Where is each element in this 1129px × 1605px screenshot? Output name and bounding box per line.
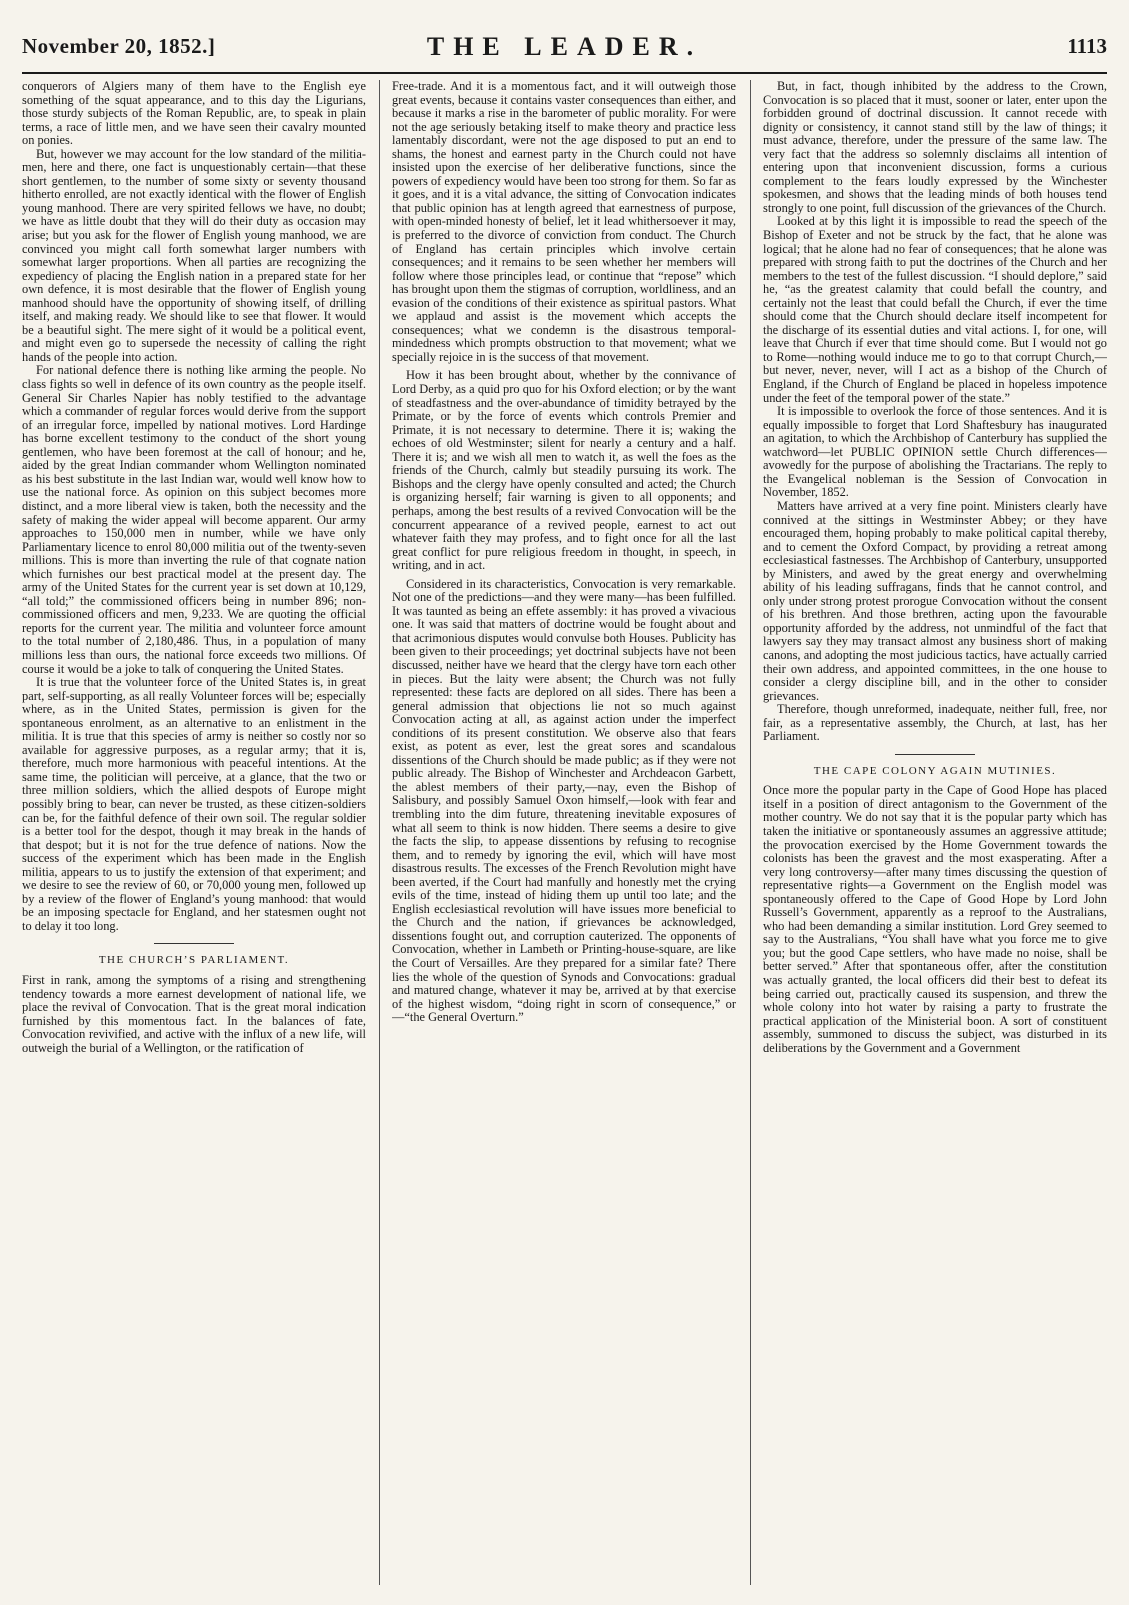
newspaper-title: THE LEADER. bbox=[426, 32, 703, 61]
paragraph: It is impossible to overlook the force of those sentences. And it is equally impossible to forget that Lord Shaftesbury has inaugurated an agitation, to which the Archbishop of Canterbury has supplied the watchword—let PUBLIC OPINION settle Church differences—avowedly for the purpose of abolishing the Tractarians. The reply to the Evangelical nobleman is the Session of Convocation in November, 1852. bbox=[763, 404, 1107, 500]
issue-date: November 20, 1852.] bbox=[22, 34, 216, 58]
paragraph: But, in fact, though inhibited by the address to the Crown, Convocation is so placed that it must, sooner or later, enter upon the forbidden ground of doctrinal discussion. It cannot recede with dignity or consistency, it cannot stand still by the law of things; it must advance, therefore, under the pressure of the same law. The very fact that the address so solemnly disclaims all intention of entering upon that inconvenient discussion, forms a curious complement to the fears loudly expressed by the Winchester spokesmen, and shows that the leading minds of both houses tend strongly to one point, full discussion of the grievances of the Church. bbox=[763, 80, 1107, 215]
section-divider bbox=[895, 754, 975, 755]
paragraph: For national defence there is nothing like arming the people. No class fights so well in defence of its own country as the people itself. General Sir Charles Napier has nobly testified to the advantage which a commander of regular forces would derive from the support of an irregular force, impelled by national motives. Lord Hardinge has borne excellent testimony to the conduct of the short young gentlemen, who have been foremost at the call of honour; and he, aided by the great Indian commander whom Wellington nominated as his best substitute in the last Indian war, would well know how to use the national force. As opinion on this subject becomes more distinct, and a more liberal view is taken, both the necessity and the safety of making the wider appeal will become apparent. Our army approaches to 150,000 men in number, while we have only Parliamentary licence to enrol 80,000 militia out of the twenty-seven millions. This is more than inverting the rule of that cognate nation which furnishes our best practical model at the present day. The army of the United States for the current year is set down at 10,129, “all told;” the commissioned officers being in number 896; non-commissioned officers and men, 9,233. We are quoting the official reports for the current year. The militia and volunteer force amount to the total number of 2,180,486. Thus, in a population of many millions less than ours, the national force exceeds two millions. Of course it would be a joke to talk of conquering the United States. bbox=[22, 363, 366, 676]
paragraph: conquerors of Algiers many of them have to the English eye something of the squat appearance, and to this day the Ligurians, those sturdy subjects of the Roman Republic, are, to speak in plain terms, a race of little men, and we have seen their cavalry mounted on ponies. bbox=[22, 80, 366, 148]
paragraph: How it has been brought about, whether by the connivance of Lord Derby, as a quid pro quo for his Oxford election; or by the want of steadfastness and the over-abundance of timidity betrayed by the Primate, or by the force of events which controls Premier and Primate, it is not necessary to determine. There it is; waking the echoes of old Westminster; silent for nearly a century and a half. There it is; and we wish all men to watch it, as well the foes as the friends of the Church, calmly but steadily pursuing its work. The Bishops and the clergy have openly consulted and acted; the Church is organizing herself; fair warning is given to all opponents; and perhaps, among the best results of a revived Convocation will be the concurrent appearance of a revived people, earnest to act out whatever faith they may profess, and to fight once for all the last great conflict for pure religious freedom in thought, in speech, in writing, and in act. bbox=[392, 368, 736, 573]
paragraph: But, however we may account for the low standard of the militia-men, here and there, one fact is unquestionably certain—that these short gentlemen, to the number of some sixty or seventy thousand hitherto enrolled, are not exactly identical with the flower of English young manhood. There are very spirited fellows we have, no doubt; we have as little doubt that they will do their duty as occasion may arise; but you ask for the flower of English young manhood, we are convinced you might call forth somewhat larger numbers with somewhat larger proportions. When all parties are recognizing the expediency of placing the English nation in a prepared state for her own defence, it is most desirable that the flower of English young manhood should have the opportunity of showing itself, of drilling itself, and making ready. We should like to see that flower. It would be a beautiful sight. The mere sight of it would be a political event, and might even go to supersede the necessity of calling the right hands of the people into action. bbox=[22, 146, 366, 364]
column-3 bbox=[763, 80, 1107, 1585]
column-2 bbox=[392, 80, 736, 1585]
masthead bbox=[22, 30, 1107, 74]
paragraph: It is true that the volunteer force of the United States is, in great part, self-supporting, as all really Volunteer forces will be; especially where, as in the United States, permission is given for the spontaneous enrolment, as an alternative to an enlistment in the militia. It is true that this species of army is neither so costly nor so available for aggressive purposes, as a regular army; that it is, therefore, much more harmonious with peaceful intentions. At the same time, the politician will perceive, at a glance, that the two or three million soldiers, which the allied despots of Europe might possibly bring to bear, can never be trusted, as these citizen-soldiers can be, for the faithful defence of their own soil. The regular soldier is a better tool for the despot, though it may break in the hands of that despot; but it is not for the true defence of nations. Now the success of the experiment which has been made in the English militia, appears to us to justify the extension of that experiment; and we desire to see the review of 60, or 70,000 young men, followed up by a review of the flower of England’s young manhood: that would be an imposing spectacle for England, and her statesmen ought not to delay it too long. bbox=[22, 675, 366, 933]
paragraph: Free-trade. And it is a momentous fact, and it will outweigh those great events, because it contains vaster consequences than either, and because it marks a rise in the barometer of public morality. For were not the age seriously betaking itself to make theory and practice less lamentably discordant, were not the age disposed to put an end to shams, the honest and earnest party in the Church could not have insisted upon the exercise of her deliberative functions, since the powers of expediency would have been too strong for them. So far as it goes, and it is a vital advance, the sitting of Convocation indicates that public opinion has at length agreed that earnestness of purpose, with open-minded honesty of belief, let it lead whithersoever it may, is preferred to the divorce of conviction from conduct. The Church of England has certain principles which involve certain consequences; and it remains to be seen whether her members will follow where those principles lead, or continue that “repose” which has brought upon them the stigmas of corruption, worldliness, and an evasion of the conditions of their existence as spiritual pastors. What we applaud and assist is the movement which accepts the consequences; what we condemn is the disastrous temporal-mindedness which prompts obstruction to that movement; what we specially rejoice in is the success of that movement. bbox=[392, 80, 736, 364]
article-columns bbox=[22, 80, 1107, 1585]
column-rule bbox=[379, 80, 380, 1585]
newspaper-page bbox=[22, 30, 1107, 1590]
paragraph: Considered in its characteristics, Convocation is very remarkable. Not one of the predictions—and they were many—has been fulfilled. It was taunted as being an effete assembly: it has proved a vivacious one. It was said that matters of doctrine would be fought about and that acrimonious disputes would convulse both Houses. Publicity has been given to their proceedings; yet doctrinal subjects have not been discussed, neither have we heard that the clergy have torn each other in pieces. But the laity were absent; the Church was not fully represented: these facts are deplored on all sides. There has been a general admission that objections lie not so much against Convocation acting at all, as against action under the imperfect conditions of its present constitution. We observe also that fears exist, as potent as ever, lest the great sores and scandalous dissentions of the Church should be made public; as if they were not public already. The Bishop of Winchester and Archdeacon Garbett, the ablest members of their party,—nay, even the Bishop of Salisbury, and possibly Samuel Oxon himself,—look with fear and trembling into the dim future, threatening inevitable exposures of what all seem to think is now hidden. There seems a desire to give the facts the slip, to appease dissentions by refusing to recognise them, and to remedy by ignoring the evil, which will have most disastrous results. The excesses of the French Revolution might have been averted, if the Court had manfully and honestly met the crying evils of the time, instead of hiding them up until too late; and the English ecclesiastical revolution will have issues more beneficial to the Church and the nation, if grievances be acknowledged, dissentions fought out, and corruption cauterized. The opponents of Convocation, whether in Lambeth or Printing-house-square, are like the Court of Versailles. Are they prepared for a similar fate? There lies the whole of the question of Synods and Convocations: gradual and matured change, whatever it may be, arrived at by that exercise of the highest wisdom, “doing right in scorn of consequence,” or—“the General Overturn.” bbox=[392, 576, 736, 1025]
paragraph: Therefore, though unreformed, inadequate, neither full, free, nor fair, as a representative assembly, the Church, at last, has her Parliament. bbox=[763, 702, 1107, 744]
paragraph: Matters have arrived at a very fine point. Ministers clearly have connived at the sittings in Westminster Abbey; or they have encouraged them, hoping probably to make political capital thereby, and to cement the Oxford Compact, by providing a retreat among ecclesiastical fastnesses. The Archbishop of Canterbury, unsupported by Ministers, and awed by the great energy and overwhelming ability of his leading suffragans, finds that he cannot control, and only under strong protest prorogue Convocation without the consent of his brethren. And those brethren, acting upon the favourable opportunity afforded by the address, not unmindful of the fact that lawyers say they may transact almost any business short of making canons, and adopting the most judicious tactics, have actually carried their own address, and appointed committees, in the one house to consider a clergy discipline bill, and in the other to consider grievances. bbox=[763, 498, 1107, 703]
section-heading-church-parliament: THE CHURCH’S PARLIAMENT. bbox=[98, 954, 290, 967]
section-heading-cape-colony: THE CAPE COLONY AGAIN MUTINIES. bbox=[813, 764, 1057, 777]
paragraph: First in rank, among the symptoms of a rising and strengthening tendency towards a more earnest development of national life, we place the revival of Convocation. That is the great moral indication furnished by this momentous fact. In the balances of fate, Convocation revivified, and active with the influx of a new life, will outweigh the burial of a Wellington, or the ratification of bbox=[22, 973, 366, 1055]
section-divider bbox=[154, 943, 234, 944]
paragraph: Looked at by this light it is impossible to read the speech of the Bishop of Exeter and not be struck by the fact, that he alone was logical; that he alone had no fear of consequences; that he alone was prepared with strong faith to put the doctrines of the Church and her members to the test of the fullest discussion. “I should deplore,” said he, “as the greatest calamity that could befall the country, and certainly not the least that could befall the Church, if ever the time should come that the Church should declare itself incompetent for the discharge of its essential duties and vital actions. I, for one, will leave that Church if ever that time should come. But I would not go to Rome—nothing would induce me to go to that corrupt Church,—but never, never, never, will I act as a bishop of the Church of England, if the Church of England be placed in hopeless impotence under the feet of the temporal power of the state.” bbox=[763, 214, 1107, 405]
column-rule bbox=[750, 80, 751, 1585]
column-1 bbox=[22, 80, 366, 1585]
paragraph: Once more the popular party in the Cape of Good Hope has placed itself in a position of direct antagonism to the Government of the mother country. We do not say that it is the popular party which has taken the initiative or spontaneously assumes an aggressive attitude; the provocation exercised by the Home Government towards the colonists has been the gravest and the most exasperating. After a very long controversy—after many times discussing the question of representative rights—a Government on the English model was spontaneously offered to the Cape of Good Hope by Lord John Russell’s Government, apparently as a reproof to the Australians, who had been demanding a similar institution. Lord Grey seemed to say to the Australians, “You shall have what you force me to give you; but the good Cape settlers, who have made no noise, shall be better served.” After that spontaneous offer, after the constitution was actually granted, the local officers did their best to defeat its being carried out, practically caused its suspension, and threw the whole colony into hot water by raising a party to frustrate the practical application of the Ministerial boon. A sort of constituent assembly, summoned to discuss the subject, was disturbed in its deliberations by the Government and a Government bbox=[763, 783, 1107, 1055]
page-number: 1113 bbox=[1067, 34, 1107, 58]
